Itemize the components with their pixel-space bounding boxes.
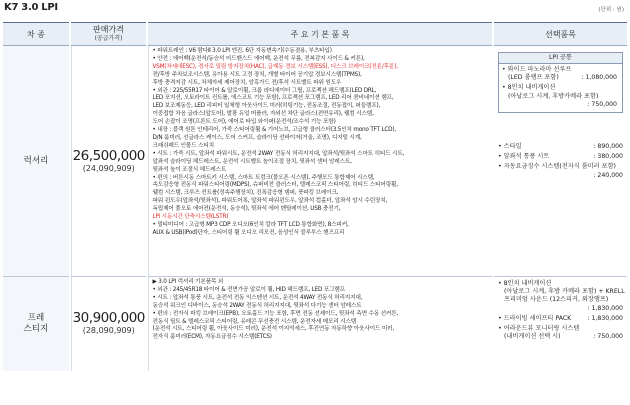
spec-line: • 시트 : 앞좌석 통풍 시트, 운전석 전동 익스텐션 시트, 운전석 4WAY 전동식 허리지지대, — [152, 294, 363, 301]
spec-line: • 안전 : 에어백(운전석/동승석 어드밴스드 에어백, 운전석 무릎, 전복감지 사이드 & 커튼), — [152, 55, 365, 62]
option-item — [498, 143, 625, 151]
spec-line: 독립제어 풀오토 에어컨(운전석, 동승석), 뒷좌석 에어 벤틸레이션, USB 충전기, — [152, 206, 341, 213]
table-header-row — [3, 23, 627, 46]
spec-line: AUX & USB(iPod)단자, 스티어링 휠 오디오 리모컨, 음성인식 블루투스 핸즈프리 — [152, 229, 345, 236]
spec-line: 후방 충격저감 시트, 차체자세 제어장치, 암흑가드 전/후석 시트밸트 파위 원도우 — [152, 79, 342, 86]
option-price: : 1,080,000 — [581, 74, 617, 82]
spec-line: 파워 윈도우(앞좌석/뒷좌석), 파워도어록, 앞좌석 파워윈도우, 앞좌석 컵홀더, 앞좌석 암시 수린장치, — [152, 198, 388, 205]
option-price: : 380,000 — [593, 153, 623, 161]
spec-line: 속도감응형 전동식 파워스티어링(MDPS), 슈퍼비전 클러스터, 텔레스코픽 스티어링, 히티드 스티어링휠, — [152, 182, 398, 189]
trim-name-line: 스티지 — [23, 323, 49, 334]
price-luxury: 26,500,000 — [72, 147, 145, 164]
features-prestige — [148, 277, 492, 371]
header-options: 선택품목 — [494, 23, 627, 46]
header-trim: 차 종 — [3, 23, 69, 46]
spec-line: 전/후방 주차보조시스템, 유아용 시트 고정 장치, 개별 타이어 공기압 경보시스템(TPMS), — [152, 71, 362, 78]
spec-line: 이중접합 차음 글라스(앞도어), 발광 듀얼 머플러, 자외선 차단 글라스(전면유리), 웰컴 시스템, — [152, 111, 374, 118]
supply-price-prestige: (28,090,909) — [82, 326, 135, 336]
spec-line: 전자식 룸미러(ECM), 자동요금징수 시스템(ETCS) — [152, 334, 272, 341]
trim-name-line: 프레 — [27, 312, 45, 323]
option-item — [498, 325, 625, 341]
price-cell-prestige — [71, 277, 146, 371]
price-prestige: 30,900,000 — [72, 310, 145, 327]
option-item — [498, 153, 625, 161]
spec-line: 도어 손잡이 조명(프론트 도어), 에어로 타입 와이퍼(운전석/조수석 기능 포함) — [152, 119, 336, 126]
option-price: : 750,000 — [593, 333, 623, 341]
price-cell-luxury — [71, 46, 146, 277]
option-label: • 어라운드뷰 모니터링 시스템 — [498, 325, 580, 333]
header-price — [71, 23, 146, 46]
lpi-common-box — [498, 52, 623, 113]
header-features: 주 요 기 본 품 목 — [148, 23, 492, 46]
supply-price-luxury: (24,090,909) — [82, 163, 135, 173]
spec-line — [153, 64, 490, 72]
option-item — [502, 84, 619, 109]
option-label-detail: (아날로그 시계, 후방카메라 포함) — [508, 92, 599, 100]
option-label: • 8인치 내비게이션 — [502, 84, 556, 92]
spec-line: 동승석 워크인 디바이스, 동승석 2WAY 전동식 허리지지대, 뒷좌석 다기능 센터 암레스트 — [152, 302, 362, 309]
spec-line: • 편의 : 버튼시동 스마트키 시스템, 스마트 트렁크(풀오픈 시스템), 주행모드 통합제어 시스템, — [152, 174, 375, 181]
price-table — [3, 22, 627, 371]
features-luxury — [148, 46, 492, 277]
option-label-detail: (아날로그 시계, 후방 카메라 포함) + KRELL 프리미엄 사운드 (12스피커, 외장앰프) — [504, 288, 625, 304]
spec-line: • 멀티미디어 : 고급형 MP3 CDP 오디오(6인치 칼라 TFT LCD 통합화면), 8스피커, — [152, 221, 349, 228]
spec-line: (운전석 시트, 스티어링 휠, 아웃사이드 미러), 운전석 이지억세스, 후진연동 자동하향 아웃사이드 미러, — [152, 326, 395, 333]
lpi-common-title: LPI 공통 — [499, 53, 622, 64]
option-price: : 890,000 — [593, 143, 623, 151]
option-item — [502, 66, 619, 82]
spec-line: D/N 룸미러, 선글라스 케이스, 도어 스커프, 슬라이딩 선바이저(거울, 조명), 디지털 시계, — [152, 134, 362, 141]
option-label: • 스타일 — [498, 143, 522, 151]
spec-line: LED 포지션, 오토라이트 컨트롤, 에스코트 기능 포함), 프로젝션 포그램프, LED 리어 콤비네이션 램프, — [152, 95, 394, 102]
spec-line: ▶ 3.0 LPI 럭셔리 기본품목 외 — [152, 279, 224, 285]
trim-name-luxury: 럭셔리 — [3, 46, 69, 277]
spec-line: 뒷좌석 높이 조절식 헤드레스트 — [152, 166, 227, 173]
option-price: : 750,000 — [587, 100, 617, 108]
unit-note: (단위 : 원) — [598, 7, 624, 13]
page-title: K7 3.0 LPI — [4, 2, 58, 13]
trim-name-prestige — [3, 277, 69, 371]
spec-line: 앞좌석 슬라이딩 헤드레스트, 운전석 시트벨트 높이조절 장치, 뒷좌석 센터 암레스트, — [152, 158, 352, 165]
spec-line: 크래쉬패드 인몰드 스티치 — [152, 142, 214, 149]
option-item — [498, 280, 625, 313]
spec-line: • 내장 : 블랙 원톤 인테리어, 가죽 스티어링휠 & 기어노브, 고급형 클러스터(3.5인치 mono TFT LCD), — [152, 127, 396, 134]
option-label: • 8인치 내비게이션 — [498, 280, 552, 287]
option-label: • 앞좌석 통풍 시트 — [498, 153, 550, 161]
spec-line: • 시트 : 가죽 시트, 앞좌석 파워시트, 운전석 2WAY 전동식 허리지지대, 앞좌석/뒷좌석 스마트 히티드 시트, — [152, 150, 405, 157]
spec-highlight: VSM(차세대ESC), 경사로 밀림 방지장치(HAC), 급제동 경보 시스템(ESS), 디스크 브레이크(전륜/후륜), — [152, 63, 398, 70]
header-price-label: 판매가격 — [93, 25, 124, 34]
spec-line: • 외관 : 225/55R17 타이어 & 알로이휠, 크롬 라디에이터 그릴, 프로젝션 헤드램프(LED DRL, — [152, 87, 377, 94]
option-price: : 1,830,000 — [587, 314, 623, 322]
spec-line: • 편의 : 전자식 파킹 브레이크(EPB), 오토홀드 기능 포함, 후면 전동 선셰이드, 뒷좌석 측면 수동 선커튼, — [152, 310, 399, 317]
option-label-detail: (LED 룸램프 포함) — [508, 74, 559, 82]
spec-line: 전동식 틸트 & 텔레스코픽 스티어링, 유레콘 무선충전 시스템, 운전자세 메모리 시스템 — [152, 318, 357, 325]
option-item — [498, 163, 625, 179]
options-luxury — [494, 46, 627, 277]
table-row-prestige — [3, 277, 627, 371]
options-prestige — [494, 277, 627, 371]
spec-line: • 파워트레인 : V6 람다Ⅱ 3.0 LPI 엔진, 6단 자동변속기(수동겸용, 부츠타입) — [152, 48, 332, 54]
table-row-luxury — [3, 46, 627, 277]
option-item — [498, 315, 625, 323]
spec-line: 웰컴 시스템, 크루즈 컨트롤(정속주행장치), 진폭감응형 댐퍼, 풋파킹 브레이크, — [152, 190, 339, 197]
spec-line: LPi 시동시간 단축시스템(LSTR) — [152, 214, 229, 221]
option-label-detail: (내비게이션 선택 시) — [504, 333, 561, 341]
option-label: • 자동요금징수 시스템(전자식 룸미러 포함) — [498, 163, 616, 171]
spec-line: LED 보조제동등, LED 리피터 일체형 아웃사이드 미러(히팅기능, 전동조절, 전동접이, 퍼들램프), — [152, 103, 381, 110]
option-price: : 240,000 — [593, 171, 623, 179]
option-label: • 와이드 파노라마 선루프 — [502, 66, 572, 73]
spec-line: • 외관 : 245/45R18 타이어 & 전면가공 알로이 휠, HID 헤드램프, LED 포그램프 — [152, 286, 345, 293]
option-label: • 드라이빙 세이프티 PACK — [498, 314, 572, 322]
option-price: : 1,830,000 — [587, 304, 623, 312]
header-price-sub: (공급가격) — [94, 35, 123, 42]
